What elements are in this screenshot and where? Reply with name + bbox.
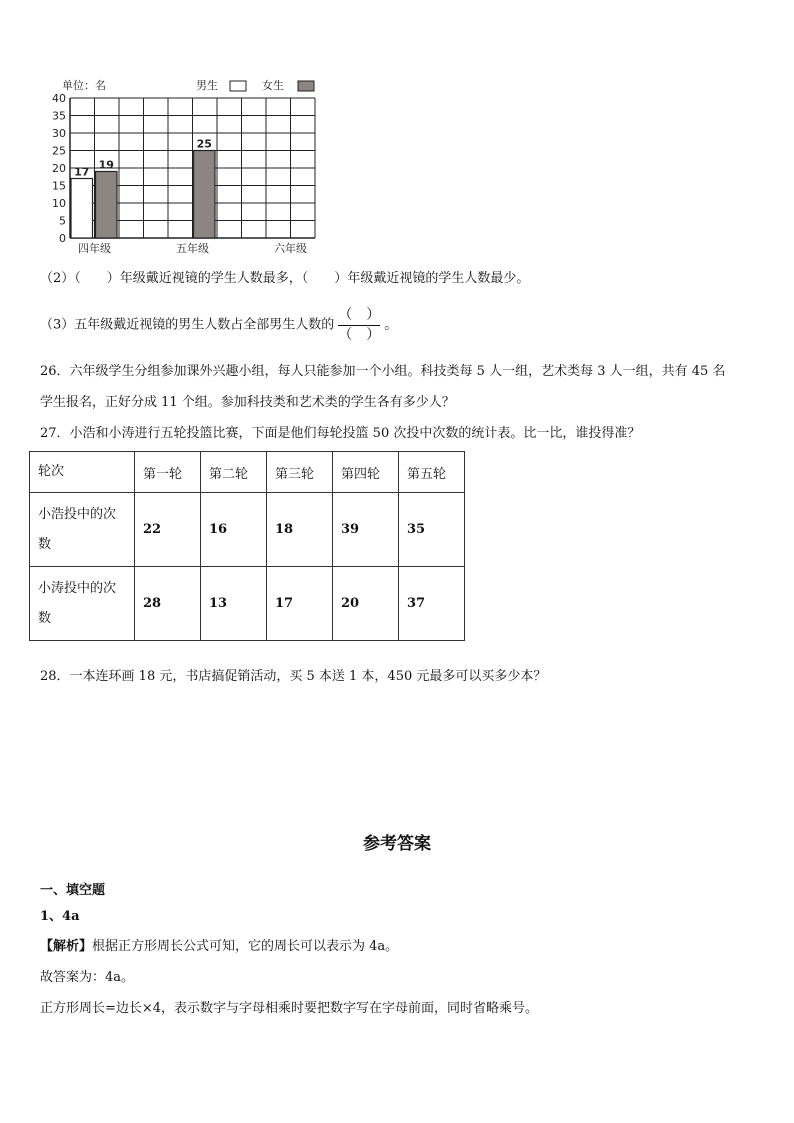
bar-value-label: 19 xyxy=(98,158,114,172)
x-category-label: 六年级 xyxy=(274,242,307,255)
table-row-name: 小浩投中的次数 xyxy=(30,493,135,567)
table-row xyxy=(30,567,465,641)
x-category-label: 五年级 xyxy=(176,242,209,255)
legend-girl-swatch xyxy=(298,81,314,91)
question-26-line-2: 学生报名，正好分成 11 个组。参加科技类和艺术类的学生各有多少人？ xyxy=(40,395,455,410)
table-header-cell: 第三轮 xyxy=(267,452,333,493)
table-header-cell: 第四轮 xyxy=(333,452,399,493)
bar-girl xyxy=(96,172,118,239)
fraction-bar xyxy=(338,325,380,326)
table-cell: 16 xyxy=(201,493,267,567)
table-cell: 35 xyxy=(399,493,465,567)
bar-boy xyxy=(71,179,93,239)
q2-part3: ）年级戴近视镜的学生人数最少。 xyxy=(334,271,530,286)
chart-unit-label: 单位：名 xyxy=(62,79,106,92)
q3-fraction[interactable] xyxy=(334,305,384,345)
table-cell: 13 xyxy=(201,567,267,641)
y-tick-label: 25 xyxy=(52,144,66,158)
table-cell: 18 xyxy=(267,493,333,567)
question-26-line-1: 26．六年级学生分组参加课外兴趣小组，每人只能参加一个小组。科技类每 5 人一组，艺术类每 3 人一组，共有 45 名 xyxy=(40,364,726,379)
answer-title: 参考答案 xyxy=(363,834,431,854)
q3-fraction-numerator: （ ） xyxy=(338,307,381,323)
q3-fraction-denominator: （ ） xyxy=(338,327,381,343)
q2-part2: ）年级戴近视镜的学生人数最多，（ xyxy=(106,271,309,286)
q2-label: （2） xyxy=(40,271,75,286)
y-tick-label: 40 xyxy=(52,92,66,105)
answer-item-1: 1、4a xyxy=(40,909,80,924)
legend-boy-swatch xyxy=(230,81,246,91)
answer-section-heading: 一、填空题 xyxy=(40,883,106,898)
answer-analysis xyxy=(40,937,398,957)
answer-line: 故答案为：4a。 xyxy=(40,970,135,985)
table-header-cell: 轮次 xyxy=(30,452,135,493)
y-tick-label: 20 xyxy=(52,162,66,175)
table-header-cell: 第一轮 xyxy=(135,452,201,493)
bar-chart xyxy=(40,78,340,260)
legend-girl-label: 女生 xyxy=(262,79,284,92)
y-axis-ticks xyxy=(52,92,66,245)
table-header-cell: 第二轮 xyxy=(201,452,267,493)
table-cell: 20 xyxy=(333,567,399,641)
table-header-cell: 第五轮 xyxy=(399,452,465,493)
analysis-text: 根据正方形周长公式可知，它的周长可以表示为 4a。 xyxy=(92,939,399,954)
table-cell: 22 xyxy=(135,493,201,567)
x-category-label: 四年级 xyxy=(78,242,111,255)
y-tick-label: 35 xyxy=(52,109,66,123)
q2-part1: （ xyxy=(74,271,81,286)
analysis-tag: 【解析】 xyxy=(40,939,93,954)
y-tick-label: 10 xyxy=(52,197,66,210)
q3-end: 。 xyxy=(384,317,398,333)
y-tick-label: 5 xyxy=(59,214,66,228)
bar-value-label: 17 xyxy=(74,165,90,179)
table-cell: 17 xyxy=(267,567,333,641)
score-table xyxy=(29,451,465,641)
table-header-row xyxy=(30,452,465,493)
legend-boy-label: 男生 xyxy=(196,79,218,92)
question-27: 27．小浩和小涛进行五轮投篮比赛，下面是他们每轮投篮 50 次投中次数的统计表。比一比，谁投得准？ xyxy=(40,426,641,441)
answer-note: 正方形周长=边长×4，表示数字与字母相乘时要把数字写在字母前面，同时省略乘号。 xyxy=(40,1001,539,1016)
bar-value-label: 25 xyxy=(196,137,212,151)
question-3 xyxy=(40,305,397,345)
table-cell: 37 xyxy=(399,567,465,641)
table-cell: 39 xyxy=(333,493,399,567)
question-2 xyxy=(40,269,529,289)
q3-text: （3）五年级戴近视镜的男生人数占全部男生人数的 xyxy=(40,317,335,333)
table-row xyxy=(30,493,465,567)
question-28: 28．一本连环画 18 元，书店搞促销活动，买 5 本送 1 本，450 元最多可以买多少本？ xyxy=(40,669,547,684)
table-row-name: 小涛投中的次数 xyxy=(30,567,135,641)
y-tick-label: 0 xyxy=(59,232,66,245)
y-tick-label: 15 xyxy=(52,179,66,193)
x-axis-categories xyxy=(78,241,307,255)
table-cell: 28 xyxy=(135,567,201,641)
bar-girl xyxy=(194,151,216,239)
y-tick-label: 30 xyxy=(52,127,66,140)
